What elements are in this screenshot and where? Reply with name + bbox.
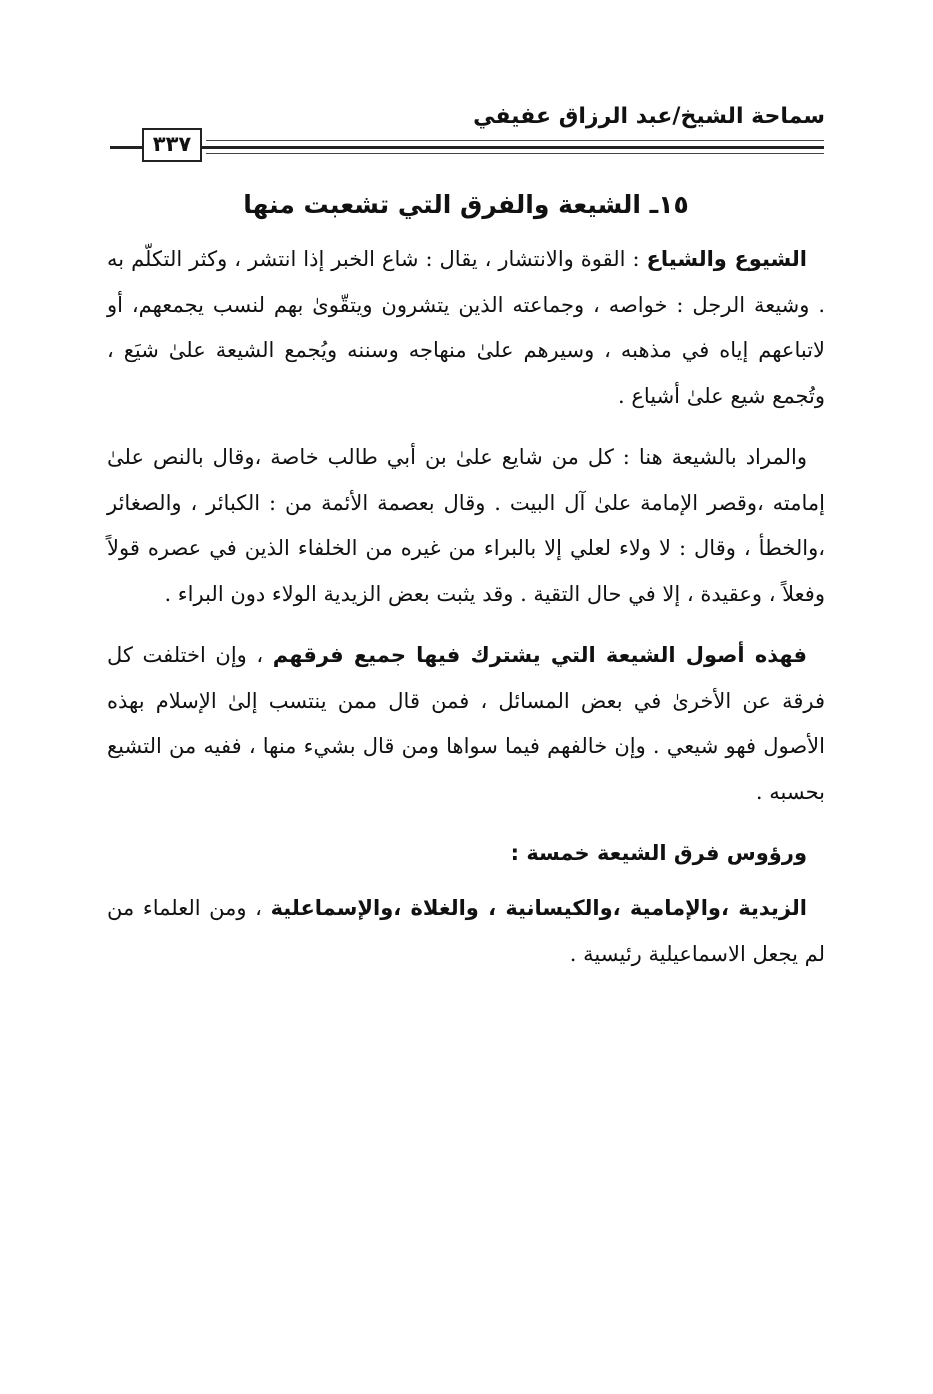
paragraph-sects-text: ، ومن العلماء من لم يجعل الاسماعيلية رئيسية . [107,896,825,966]
subheading-sects: ورؤوس فرق الشيعة خمسة : [510,841,807,865]
paragraph-definition-text: : القوة والانتشار ، يقال : شاع الخبر إذا انتشر ، وكثر التكلّم به . وشيعة الرجل : خواصه ، وجماعته الذين يتشرون ويتقّوىٰ بهم لنسب يجمعهم، أو لاتباعهم إياه في مذهبه ، وسيرهم علىٰ منهاجه وسننه ويُجمع الشيعة علىٰ شيَع ، وتُجمع شيع علىٰ أشياع . [107,247,825,408]
paragraph-sects [107,886,825,977]
paragraph-definition [107,237,825,419]
paragraph-principles-text: ، وإن اختلفت كل فرقة عن الأخرىٰ في بعض المسائل ، فمن قال ممن ينتسب إلىٰ الإسلام بهذه الأصول فهو شيعي . وإن خالفهم فيما سواها ومن قال بشيء منها ، ففيه من التشيع بحسبه . [107,643,825,804]
header-rule-thin-top [206,140,824,141]
header-rule-thick [110,146,824,149]
paragraph-meaning [107,435,825,617]
section-title: ١٥ـ الشيعة والفرق التي تشعبت منها [243,190,689,219]
header-rule [110,138,824,158]
paragraph-sects-lead: الزيدية ،والإمامية ،والكيسانية ، والغلاة ،والإسماعلية [270,896,807,920]
paragraph-principles [107,633,825,815]
header-rule-thin-bottom [206,153,824,154]
page-content [107,190,825,993]
paragraph-meaning-text: والمراد بالشيعة هنا : كل من شايع علىٰ بن أبي طالب خاصة ،وقال بالنص علىٰ إمامته ،وقصر الإمامة علىٰ آل البيت . وقال بعصمة الأئمة من : الكبائر ، والصغائر ،والخطأ ، وقال : لا ولاء لعلي إلا بالبراء من غيره من الخلفاء الذين في عصره قولاً وفعلاً ، وعقيدة ، إلا في حال التقية . وقد يثبت بعض الزيدية الولاء دون البراء . [107,445,825,606]
paragraph-definition-lead: الشيوع والشياع [646,247,807,271]
running-title: سماحة الشيخ/عبد الرزاق عفيفي [473,104,825,129]
paragraph-principles-lead: فهذه أصول الشيعة التي يشترك فيها جميع فرقهم [272,643,807,667]
page-number: ٣٣٧ [142,128,202,162]
